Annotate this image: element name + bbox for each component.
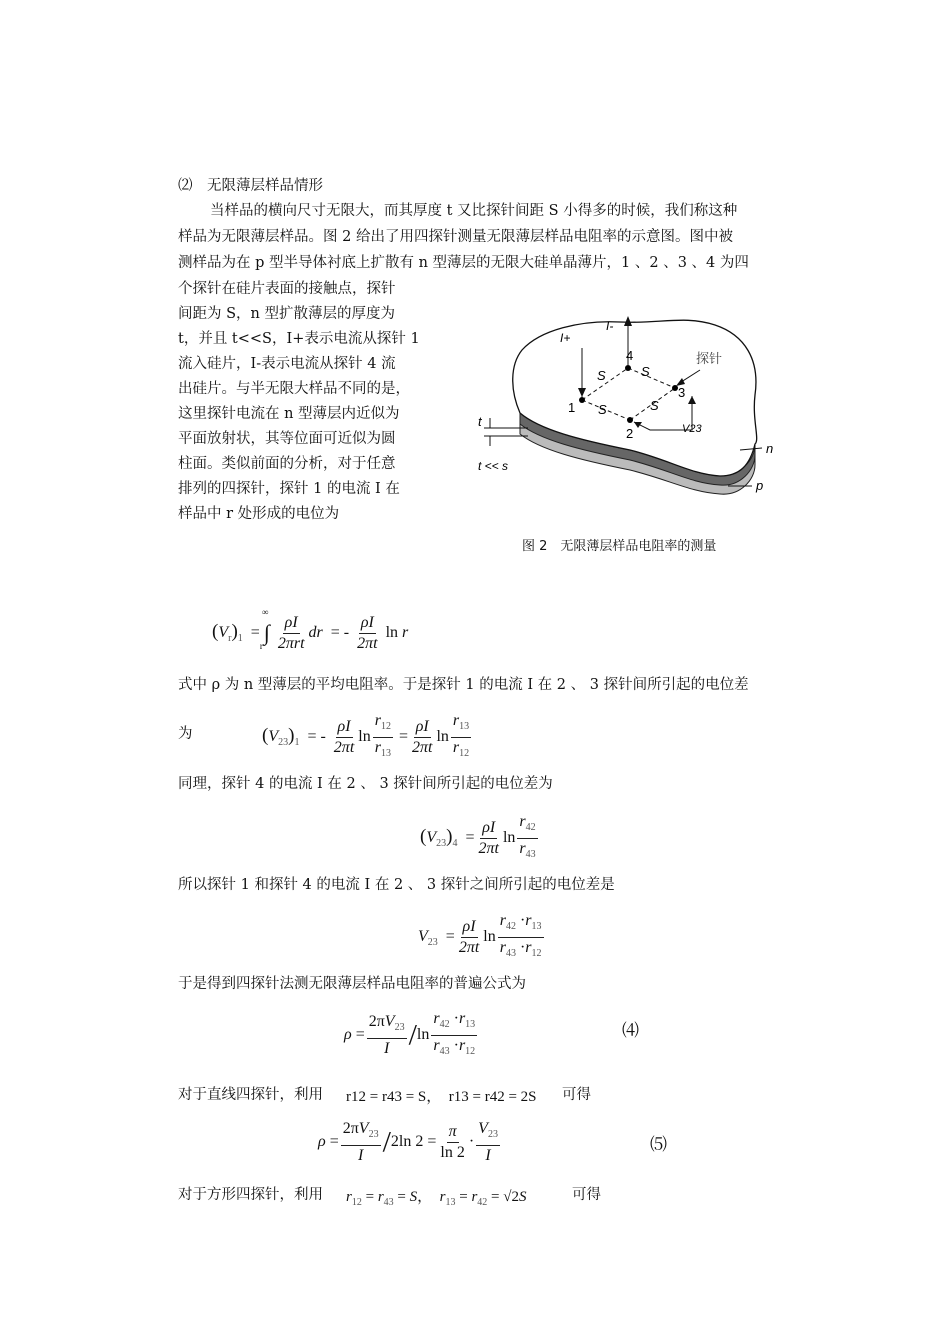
equation-v23-total: $V_{23}$ = $\frac{\rho I}{2\pi t}$ ln $\frac{r_{42} \cdot r_{13}}{r_{43} \cdot r_{12}}$ (418, 912, 542, 959)
para-line: 当样品的横向尺寸无限大，而其厚度 t 又比探针间距 S 小得多的时候，我们称这种 (210, 203, 738, 219)
label-current-out: I- (606, 319, 614, 333)
label-s-c: S (598, 402, 607, 417)
para-line: 流入硅片，I-表示电流从探针 4 流 (178, 356, 396, 372)
label-current-in: I+ (560, 331, 571, 345)
text-general: 于是得到四探针法测无限薄层样品电阻率的普遍公式为 (178, 976, 526, 992)
para-line: 样品为无限薄层样品。图 2 给出了用四探针测量无限薄层样品电阻率的示意图。图中被 (178, 229, 733, 245)
text-after-eq1: 式中 ρ 为 n 型薄层的平均电阻率。于是探针 1 的电流 I 在 2 、 3 探针间所引起的电位差 (178, 677, 749, 693)
label-s-b: S (641, 364, 650, 379)
section-heading: ⑵ 无限薄层样品情形 (178, 178, 323, 194)
figure-caption: 图 2 无限薄层样品电阻率的测量 (522, 539, 717, 554)
para-line: 柱面。类似前面的分析，对于任意 (178, 456, 396, 472)
label-condition: t << s (478, 459, 509, 473)
label-probe-3: 3 (678, 385, 686, 400)
text-get2: 可得 (572, 1187, 601, 1203)
linear-condition: r12 = r43 = S， r13 = r42 = 2S (346, 1089, 537, 1105)
label-layer-n: n (766, 441, 774, 456)
label-s-a: S (597, 368, 606, 383)
para-line: t，并且 t<<S，I+表示电流从探针 1 (178, 331, 420, 347)
label-s-d: S (650, 398, 659, 413)
para-line: 个探针在硅片表面的接触点，探针 (178, 281, 396, 297)
text-same: 同理，探针 4 的电流 I 在 2 、 3 探针间所引起的电位差为 (178, 776, 553, 792)
probe-4-dot (625, 365, 631, 371)
para-line: 样品中 r 处形成的电位为 (178, 506, 340, 522)
equation-4: ρ = $\frac{2\pi V_{23}}{I}$ /ln $\frac{r_{42} \cdot r_{13}}{r_{43} \cdot r_{12}}$ (344, 1010, 476, 1057)
probe-2-dot (627, 417, 633, 423)
label-probe-4: 4 (626, 348, 634, 363)
equation-v23-probe1: $(V_{23})_1$ = - $\frac{\rho I}{2\pi t}$ ln $\frac{r_{12}}{r_{13}}$ = $\frac{\rho I}{2\pi t}$ ln $\frac{r_{13}}{r_{12}}$ (262, 712, 470, 759)
para-line: 排列的四探针，探针 1 的电流 I 在 (178, 481, 400, 497)
equation-4-number: ⑷ (622, 1021, 639, 1040)
label-thickness: t (478, 414, 482, 429)
probe-1-dot (579, 397, 585, 403)
para-line: 这里探针电流在 n 型薄层内近似为 (178, 406, 400, 422)
square-condition: $r_{12} = r_{43} = S$， $r_{13} = r_{42} = √2S$ (346, 1189, 527, 1208)
para-line: 间距为 S，n 型扩散薄层的厚度为 (178, 306, 395, 322)
equation-5: ρ = $\frac{2\pi V_{23}}{I}$ /2ln 2 = $\frac{\pi}{\ln 2}$ · $\frac{V_{23}}{I}$ (318, 1120, 498, 1164)
label-probe-2: 2 (626, 426, 634, 441)
label-probe-text: 探针 (696, 351, 723, 366)
para-line: 出硅片。与半无限大样品不同的是， (178, 381, 410, 397)
equation-5-number: ⑸ (650, 1135, 667, 1154)
equation-v23-probe4: $(V_{23})_4$ = $\frac{\rho I}{2\pi t}$ ln $\frac{r_{42}}{r_{43}}$ (420, 813, 536, 860)
current-out-arrow (624, 316, 632, 326)
text-get1: 可得 (562, 1087, 591, 1103)
para-line: 平面放射状，其等位面可近似为圆 (178, 431, 396, 447)
equation-potential: $(V_r)_1$ = ∫ ∞ r $\frac{\rho I}{\text{2πrt}}$ dr = - $\frac{\rho I}{2\pi t}$ ln r (212, 607, 409, 652)
figure-four-probe-thin-layer (470, 300, 790, 510)
label-layer-p: p (756, 478, 764, 493)
label-probe-1: 1 (568, 400, 576, 415)
text-so: 所以探针 1 和探针 4 的电流 I 在 2 、 3 探针之间所引起的电位差是 (178, 877, 615, 893)
para-line: 测样品为在 p 型半导体衬底上扩散有 n 型薄层的无限大硅单晶薄片，1 、2 、3 、4 为四 (178, 255, 749, 271)
text-linear: 对于直线四探针，利用 (178, 1087, 323, 1103)
text-square: 对于方形四探针，利用 (178, 1187, 323, 1203)
label-v23: V23 (682, 423, 702, 435)
text-wei: 为 (178, 726, 193, 742)
